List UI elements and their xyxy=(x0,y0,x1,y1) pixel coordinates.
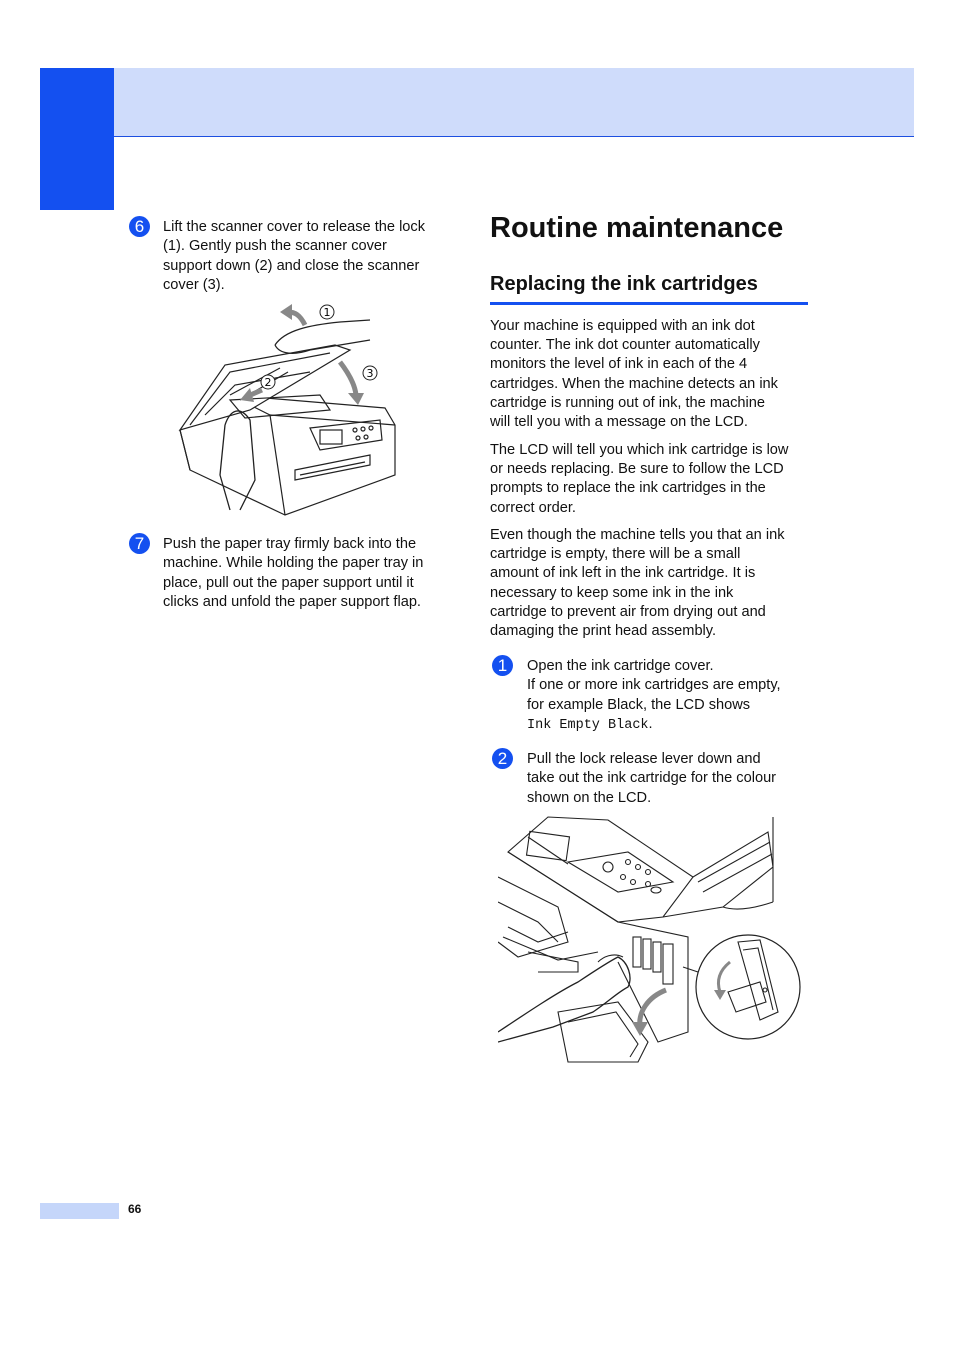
step-7-line: machine. While holding the paper tray in xyxy=(163,555,424,572)
step-6-line: Lift the scanner cover to release the lock xyxy=(163,219,426,235)
step-1-text xyxy=(527,657,827,735)
paragraph-line: counter. The ink dot counter automatically xyxy=(490,337,760,354)
paragraph-line: Even though the machine tells you that an ink xyxy=(490,527,785,543)
step-2-text xyxy=(527,750,827,808)
step-1-line: If one or more ink cartridges are empty, xyxy=(527,677,781,694)
paragraph-line: correct order. xyxy=(490,499,576,516)
step-6-line: cover (3). xyxy=(163,276,225,293)
paragraph-line: or needs replacing. Be sure to follow the LCD xyxy=(490,461,784,478)
lcd-message: Ink Empty Black xyxy=(527,717,649,733)
step-6-badge: 6 xyxy=(129,216,150,237)
lcd-message-suffix: . xyxy=(648,715,653,732)
step-2-badge: 2 xyxy=(492,748,513,769)
paragraph-line: The LCD will tell you which ink cartridge is low xyxy=(490,442,789,458)
step-1-line: Open the ink cartridge cover. xyxy=(527,658,714,674)
step-2-line: take out the ink cartridge for the colour xyxy=(527,770,777,787)
paragraph-line: cartridges. When the machine detects an ink xyxy=(490,375,778,392)
step-6-line: (1). Gently push the scanner cover xyxy=(163,238,387,255)
step-7-line: place, pull out the paper support until it xyxy=(163,574,414,591)
section-title: Replacing the ink cartridges xyxy=(490,273,758,295)
step-6-line: support down (2) and close the scanner xyxy=(163,257,420,274)
step-7-line: clicks and unfold the paper support flap. xyxy=(163,593,421,610)
paragraph-line: necessary to keep some ink in the ink xyxy=(490,584,734,601)
paragraph-line: cartridge is running out of ink, the machine xyxy=(490,394,766,411)
callout-3: 3 xyxy=(366,367,374,380)
paragraph-3 xyxy=(490,526,812,641)
paragraph-1 xyxy=(490,317,812,432)
section-rule xyxy=(490,302,808,305)
paragraph-line: monitors the level of ink in each of the 4 xyxy=(490,356,748,373)
paragraph-line: prompts to replace the ink cartridges in the xyxy=(490,480,766,497)
paragraph-line: will tell you with a message on the LCD. xyxy=(490,414,748,431)
ink-cartridge-illustration xyxy=(498,812,803,1067)
paragraph-line: cartridge is empty, there will be a small xyxy=(490,546,741,563)
step-2-line: Pull the lock release lever down and xyxy=(527,751,761,767)
paragraph-line: amount of ink left in the ink cartridge. It is xyxy=(490,565,756,582)
callout-1: 1 xyxy=(323,306,331,319)
header-band xyxy=(113,68,914,137)
paragraph-line: Your machine is equipped with an ink dot xyxy=(490,318,755,334)
footer-bar xyxy=(40,1203,119,1219)
step-1-badge: 1 xyxy=(492,655,513,676)
step-2-line: shown on the LCD. xyxy=(527,789,652,806)
callout-2: 2 xyxy=(264,376,272,389)
step-6-text xyxy=(163,218,453,295)
step-1-line: for example Black, the LCD shows xyxy=(527,696,751,713)
paragraph-line: cartridge to prevent air from drying out and xyxy=(490,603,766,620)
chapter-tab xyxy=(40,68,114,210)
paragraph-line: damaging the print head assembly. xyxy=(490,623,717,640)
step-7-line: Push the paper tray firmly back into the xyxy=(163,536,417,552)
step-7-badge: 7 xyxy=(129,533,150,554)
step-7-text xyxy=(163,535,463,612)
page-title: Routine maintenance xyxy=(490,212,784,244)
scanner-cover-illustration xyxy=(170,300,405,525)
paragraph-2 xyxy=(490,441,812,518)
page-number: 66 xyxy=(128,1202,142,1216)
